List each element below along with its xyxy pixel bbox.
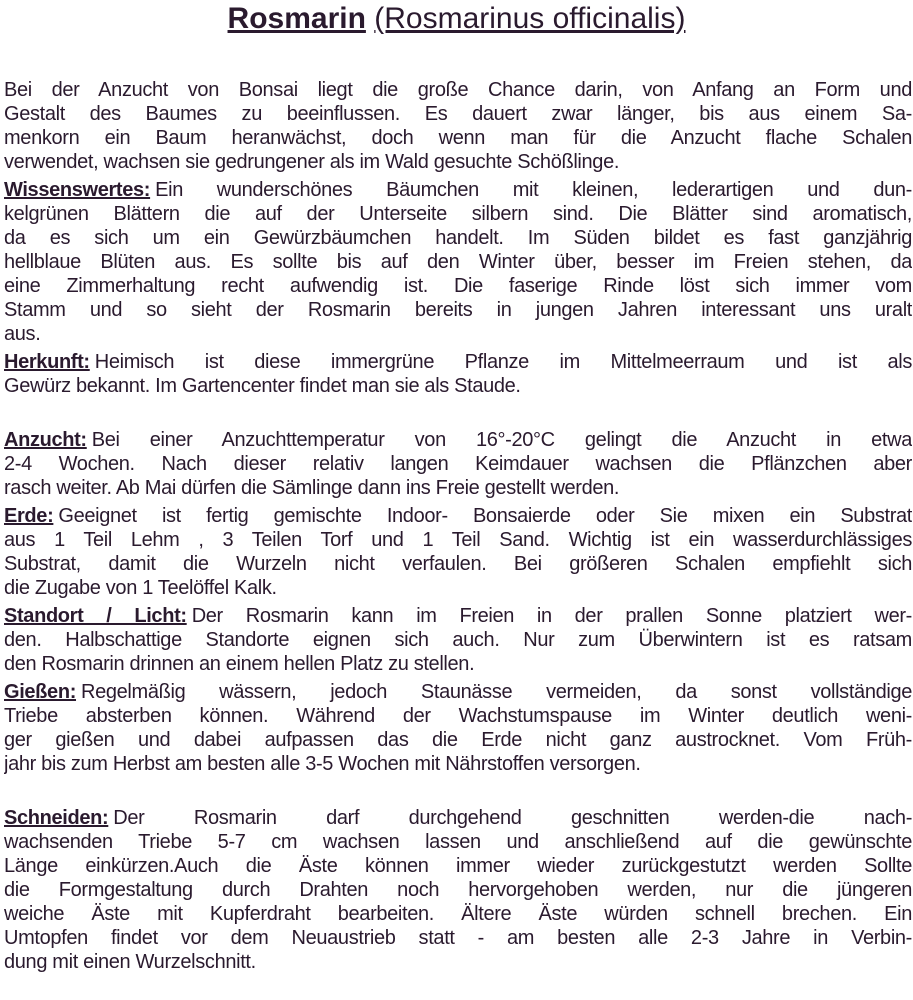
text-line xyxy=(4,150,912,174)
text-line xyxy=(4,806,912,830)
text-line xyxy=(4,926,912,950)
text-line xyxy=(4,350,912,374)
section-herkunft xyxy=(4,350,912,398)
line-text: Stamm und so sieht der Rosmarin bereits in jungen Jahren interessant uns uralt xyxy=(4,299,912,321)
line-text: Triebe absterben können. Während der Wachstumspause im Winter deutlich weni- xyxy=(4,705,912,727)
line-text: die Formgestaltung durch Drahten noch hervorgehoben werden, nur die jüngeren xyxy=(4,879,912,901)
text-line xyxy=(4,728,912,752)
text-line xyxy=(4,102,912,126)
text-line xyxy=(4,604,912,628)
line-text: wachsenden Triebe 5-7 cm wachsen lassen und anschließend auf die gewünschte xyxy=(4,831,912,853)
text-line xyxy=(4,652,912,676)
section-erde xyxy=(4,504,912,600)
section-standort-licht xyxy=(4,604,912,676)
text-line xyxy=(4,322,912,346)
line-text: weiche Äste mit Kupferdraht bearbeiten. Ältere Äste würden schnell brechen. Ein xyxy=(4,903,912,925)
line-text: jahr bis zum Herbst am besten alle 3-5 Wochen mit Nährstoffen versorgen. xyxy=(4,753,641,775)
section-heading: Herkunft: xyxy=(4,351,90,373)
text-line xyxy=(4,576,912,600)
text-line xyxy=(4,476,912,500)
section-schneiden xyxy=(4,806,912,974)
line-text: Regelmäßig wässern, jedoch Staunässe vermeiden, da sonst vollständige xyxy=(81,681,912,703)
line-text: menkorn ein Baum heranwächst, doch wenn man für die Anzucht flache Schalen xyxy=(4,127,912,149)
text-line xyxy=(4,452,912,476)
line-text: hellblaue Blüten aus. Es sollte bis auf den Winter über, besser im Freien stehen, da xyxy=(4,251,912,273)
section-gießen xyxy=(4,680,912,776)
line-text: Länge einkürzen.Auch die Äste können immer wieder zurückgestutzt werden Sollte xyxy=(4,855,912,877)
text-line xyxy=(4,178,912,202)
text-line xyxy=(4,374,912,398)
text-line xyxy=(4,830,912,854)
text-line xyxy=(4,428,912,452)
line-text: da es sich um ein Gewürzbäumchen handelt. Im Süden bildet es fast ganzjährig xyxy=(4,227,912,249)
text-line xyxy=(4,628,912,652)
section-heading: Gießen: xyxy=(4,681,77,703)
text-line xyxy=(4,552,912,576)
line-text: Geeignet ist fertig gemischte Indoor- Bonsaierde oder Sie mixen ein Substrat xyxy=(58,505,912,527)
section-intro xyxy=(4,78,912,174)
page-title xyxy=(0,2,913,36)
text-line xyxy=(4,202,912,226)
line-text: Bei der Anzucht von Bonsai liegt die große Chance darin, von Anfang an Form und xyxy=(4,79,912,101)
text-line xyxy=(4,950,912,974)
line-text: Ein wunderschönes Bäumchen mit kleinen, lederartigen und dun- xyxy=(155,179,912,201)
section-anzucht xyxy=(4,428,912,500)
spacer xyxy=(4,780,912,806)
title-main: Rosmarin xyxy=(227,2,366,35)
line-text: Der Rosmarin kann im Freien in der prallen Sonne platziert wer- xyxy=(191,605,912,627)
section-heading: Wissenswertes: xyxy=(4,179,151,201)
line-text: dung mit einen Wurzelschnitt. xyxy=(4,951,256,973)
line-text: kelgrünen Blättern die auf der Unterseite silbern sind. Die Blätter sind aromatisch, xyxy=(4,203,912,225)
text-line xyxy=(4,78,912,102)
line-text: die Zugabe von 1 Teelöffel Kalk. xyxy=(4,577,277,599)
section-wissenswertes xyxy=(4,178,912,346)
line-text: den Rosmarin drinnen an einem hellen Platz zu stellen. xyxy=(4,653,475,675)
text-line xyxy=(4,854,912,878)
text-line xyxy=(4,504,912,528)
text-line xyxy=(4,680,912,704)
line-text: aus. xyxy=(4,323,41,345)
line-text: Der Rosmarin darf durchgehend geschnitten werden-die nach- xyxy=(113,807,912,829)
text-line xyxy=(4,704,912,728)
title-latin-name: (Rosmarinus officinalis) xyxy=(374,2,686,35)
section-heading: Schneiden: xyxy=(4,807,109,829)
text-line xyxy=(4,274,912,298)
text-line xyxy=(4,126,912,150)
section-heading: Anzucht: xyxy=(4,429,87,451)
text-line xyxy=(4,226,912,250)
line-text: aus 1 Teil Lehm , 3 Teilen Torf und 1 Teil Sand. Wichtig ist ein wasserdurchlässiges xyxy=(4,529,912,551)
line-text: Bei einer Anzuchttemperatur von 16°-20°C gelingt die Anzucht in etwa xyxy=(91,429,912,451)
line-text: den. Halbschattige Standorte eignen sich auch. Nur zum Überwintern ist es ratsam xyxy=(4,629,912,651)
text-line xyxy=(4,250,912,274)
line-text: Gewürz bekannt. Im Gartencenter findet man sie als Staude. xyxy=(4,375,521,397)
line-text: Umtopfen findet vor dem Neuaustrieb statt - am besten alle 2-3 Jahre in Verbin- xyxy=(4,927,912,949)
line-text: eine Zimmerhaltung recht aufwendig ist. Die faserige Rinde löst sich immer vom xyxy=(4,275,912,297)
section-heading: Standort / Licht: xyxy=(4,605,187,627)
line-text: 2-4 Wochen. Nach dieser relativ langen Keimdauer wachsen die Pflänzchen aber xyxy=(4,453,912,475)
text-line xyxy=(4,298,912,322)
text-line xyxy=(4,878,912,902)
line-text: Heimisch ist diese immergrüne Pflanze im Mittelmeerraum und ist als xyxy=(94,351,912,373)
line-text: verwendet, wachsen sie gedrungener als im Wald gesuchte Schößlinge. xyxy=(4,151,620,173)
spacer xyxy=(4,402,912,428)
text-line xyxy=(4,752,912,776)
line-text: Substrat, damit die Wurzeln nicht verfaulen. Bei größeren Schalen empfiehlt sich xyxy=(4,553,912,575)
text-line xyxy=(4,528,912,552)
line-text: Gestalt des Baumes zu beeinflussen. Es dauert zwar länger, bis aus einem Sa- xyxy=(4,103,912,125)
line-text: rasch weiter. Ab Mai dürfen die Sämlinge dann ins Freie gestellt werden. xyxy=(4,477,620,499)
section-heading: Erde: xyxy=(4,505,54,527)
text-line xyxy=(4,902,912,926)
line-text: ger gießen und dabei aufpassen das die Erde nicht ganz austrocknet. Vom Früh- xyxy=(4,729,912,751)
document-body xyxy=(4,78,912,978)
